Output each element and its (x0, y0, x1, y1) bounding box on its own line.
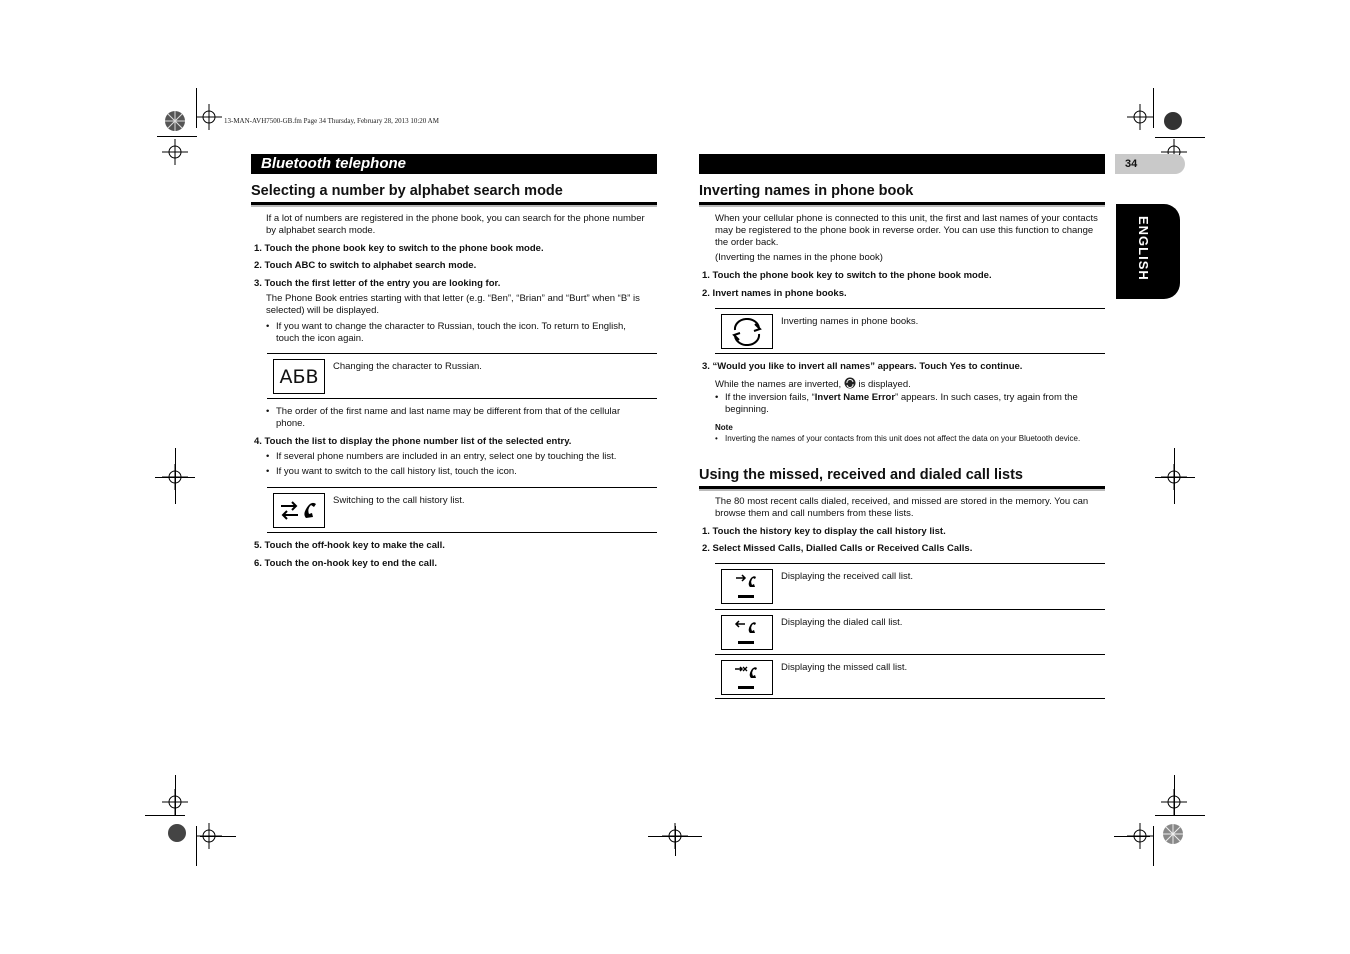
dialed-calls-button[interactable] (721, 615, 773, 650)
received-call-icon (732, 573, 762, 601)
heading-rule (699, 202, 1105, 207)
icon-row (267, 354, 657, 398)
step-3-text: The Phone Book entries starting with that letter (e.g. “Ben”, “Brian” and “Burt” when “B” is selected) will be displayed. (266, 293, 640, 316)
text-part: is displayed. (858, 379, 911, 390)
crosshair-icon (1127, 104, 1153, 130)
icon-table-call-lists (715, 563, 1105, 699)
call-history-button[interactable] (273, 493, 325, 528)
crosshair-icon (162, 139, 188, 165)
file-info: 13-MAN-AVH7500-GB.fm Page 34 Thursday, February 28, 2013 10:20 AM (224, 117, 439, 125)
icon-description: Displaying the dialed call list. (781, 617, 903, 628)
icon-row (715, 309, 1105, 353)
registration-mark-icon (1160, 108, 1186, 134)
missed-call-icon (732, 664, 762, 692)
russian-character-button[interactable] (273, 359, 325, 394)
icon-description: Inverting names in phone books. (781, 316, 919, 327)
crosshair-icon (196, 104, 222, 130)
section-header-bar (251, 154, 657, 174)
page-number-tab (1115, 154, 1185, 174)
text-part: While the names are inverted, (715, 379, 842, 390)
registration-mark-icon (164, 820, 190, 846)
language-tab (1116, 204, 1180, 299)
heading-rule (699, 486, 1105, 491)
icon-table-history (267, 487, 657, 533)
invert-intro-2: (Inverting the names in the phone book) (715, 252, 883, 263)
invert-intro: When your cellular phone is connected to this unit, the first and last names of your contacts may be registered to the phone book in reverse order. You can use this function to change the order back. (715, 213, 1098, 248)
invert-step-3-text (715, 377, 1100, 391)
dialed-call-icon (732, 619, 762, 647)
call-list-step-1: 1. Touch the history key to display the call history list. (702, 526, 946, 537)
icon-description: Displaying the received call list. (781, 571, 914, 582)
icon-row-received (715, 564, 1105, 608)
heading-rule (251, 202, 657, 207)
invert-step-3: 3. “Would you like to invert all names” appears. Touch Yes to continue. (702, 361, 1023, 372)
icon-row-dialed (715, 609, 1105, 654)
page-number: 34 (1125, 158, 1138, 170)
step-3-bullet: • If you want to change the character to Russian, touch the icon. To return to English, touch the icon again. (276, 321, 651, 345)
step-4-bullet-1: • If several phone numbers are included in an entry, select one by touching the list. (276, 451, 651, 463)
language-label: ENGLISH (1136, 216, 1151, 281)
call-lists-intro: The 80 most recent calls dialed, received, and missed are stored in the memory. You can browse them and call numbers from these lists. (715, 496, 1089, 519)
heading-alphabet-search: Selecting a number by alphabet search mode (251, 183, 563, 199)
registration-mark-icon (1159, 820, 1187, 848)
invert-step-1: 1. Touch the phone book key to switch to the phone book mode. (702, 270, 992, 281)
russian-glyph: АБВ (279, 365, 319, 388)
step-6: 6. Touch the on-hook key to end the call. (254, 558, 437, 569)
missed-calls-button[interactable] (721, 660, 773, 695)
icon-description: Displaying the missed call list. (781, 662, 908, 673)
note-heading: Note (715, 423, 733, 432)
step-4-bullet-2: • If you want to switch to the call history list, touch the icon. (276, 466, 651, 478)
invert-step-2: 2. Invert names in phone books. (702, 288, 847, 299)
step-1: 1. Touch the phone book key to switch to the phone book mode. (254, 243, 544, 254)
icon-row-missed (715, 654, 1105, 699)
icon-row (267, 488, 657, 532)
inverted-indicator-icon (844, 377, 856, 389)
step-4: 4. Touch the list to display the phone number list of the selected entry. (254, 436, 572, 447)
heading-call-lists: Using the missed, received and dialed call lists (699, 467, 1023, 483)
icon-table-russian (267, 353, 657, 399)
section-header-bar-right (699, 154, 1105, 174)
icon-description: Changing the character to Russian. (333, 361, 482, 372)
invert-step-3-bullet (725, 392, 1100, 416)
icon-table-invert (715, 308, 1105, 354)
text-part: ” appears. In such cases, try again from the beginning. (725, 392, 1078, 415)
registration-mark-icon (160, 106, 190, 136)
invert-names-button[interactable] (721, 314, 773, 349)
section-title: Bluetooth telephone (261, 155, 406, 172)
text-part: If the inversion fails, “ (725, 392, 815, 403)
step-3: 3. Touch the first letter of the entry you are looking for. (254, 278, 501, 289)
bullet-name-order: • The order of the first name and last name may be different from that of the cellular phone. (276, 406, 651, 430)
note-text: • Inverting the names of your contacts from this unit does not affect the data on your Bluetooth device. (725, 433, 1100, 444)
step-5: 5. Touch the off-hook key to make the call. (254, 540, 445, 551)
heading-invert-names: Inverting names in phone book (699, 183, 914, 199)
intro-paragraph: If a lot of numbers are registered in the phone book, you can search for the phone number by alphabet search mode. (266, 213, 645, 236)
invert-arrows-icon (727, 318, 767, 346)
step-2: 2. Touch ABC to switch to alphabet search mode. (254, 260, 477, 271)
icon-description: Switching to the call history list. (333, 495, 465, 506)
call-history-icon (278, 498, 320, 524)
error-label: Invert Name Error (814, 392, 896, 403)
received-calls-button[interactable] (721, 569, 773, 604)
call-list-step-2: 2. Select Missed Calls, Dialled Calls or Received Calls Calls. (702, 543, 973, 554)
